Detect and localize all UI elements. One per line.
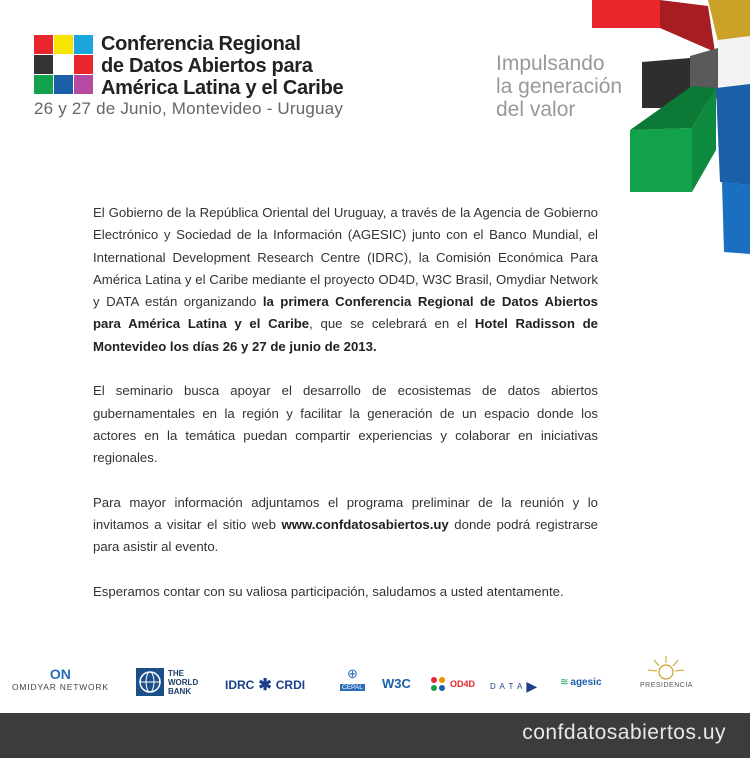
logo-square [54, 35, 73, 54]
intro-text-a: El Gobierno de la República Oriental del Uruguay, a través de la Agencia de Gobierno Electrónico y Sociedad de la Información (AGESIC) junto con el Banco Mundial, el International Development Research Centre (IDRC), la Comisión Económica Para América Latina y el Caribe mediante el proyecto OD4D, W3C Brasil, Omydiar Network y DATA están organizando [93, 205, 598, 310]
data-logo [490, 678, 537, 695]
logo-square [34, 35, 53, 54]
footer-bar [0, 713, 750, 758]
logo-square [74, 35, 93, 54]
data-arrow-icon: ▶ [526, 678, 538, 694]
od4d-text: OD4D [450, 679, 476, 689]
globe-icon [136, 668, 164, 696]
slogan-line-1: Impulsando [496, 52, 605, 75]
slogan-line-3: del valor [496, 98, 576, 121]
paragraph-seminar: El seminario busca apoyar el desarrollo de ecosistemas de datos abiertos gubernamentales en la región y facilitar la generación de un espacio donde los actores en la temática puedan compartir experiencias y colaborar en iniciativas regionales. [93, 383, 598, 466]
title-line-1: Conferencia Regional [101, 33, 301, 55]
cepal-text: CEPAL [342, 684, 363, 691]
conference-title [101, 33, 343, 99]
wb-line-2: WORLD [168, 677, 199, 687]
slogan-line-2: la generación [496, 75, 623, 98]
title-line-2: de Datos Abiertos para [101, 55, 313, 77]
decorative-blocks-graphic [590, 0, 750, 260]
presidencia-logo [640, 654, 693, 689]
w3c-text: W3C [382, 676, 411, 691]
omidyar-logo [12, 666, 109, 692]
crdi-text: CRDI [275, 678, 306, 692]
un-emblem-icon: ⊕ [346, 666, 358, 681]
logo-square [54, 55, 73, 74]
star-icon: ✱ [258, 677, 272, 694]
title-line-3: América Latina y el Caribe [101, 77, 344, 99]
wb-line-3: BANK [168, 686, 192, 696]
world-bank-logo [136, 668, 198, 696]
info-text-a: Para mayor información adjuntamos el programa preliminar de la reunión y lo invitamos a visitar el sitio web [93, 494, 598, 533]
sun-emblem-icon [646, 654, 686, 682]
idrc-text: IDRC [225, 678, 255, 692]
conference-logo [34, 35, 94, 95]
paragraph-intro [93, 202, 598, 358]
idrc-logo [225, 675, 305, 695]
logo-square [74, 55, 93, 74]
footer-url[interactable]: confdatosabiertos.uy [522, 721, 726, 744]
intro-venue-date: Hotel Radisson de Montevideo los días 26 y 27 de junio de 2013. [93, 316, 598, 354]
cepal-logo [340, 666, 365, 691]
logo-square [34, 75, 53, 94]
website-link[interactable]: www.confdatosabiertos.uy [281, 517, 449, 533]
intro-text-c: , que se celebrará en el [309, 316, 475, 332]
data-text: D A T A [490, 682, 524, 691]
paragraph-info [93, 492, 598, 559]
agesic-mark-icon: ≋ [560, 677, 569, 688]
od4d-dots-icon [428, 674, 448, 694]
od4d-logo [428, 674, 475, 694]
logo-square [74, 75, 93, 94]
presidencia-text: PRESIDENCIA [640, 682, 693, 689]
intro-conference-name: la primera Conferencia Regional de Datos Abiertos para América Latina y el Caribe [93, 294, 598, 332]
omidyar-mark: ON [49, 666, 71, 682]
info-text-c: donde podrá registrarse para asistir al evento. [93, 517, 598, 555]
sponsor-logos [0, 650, 750, 705]
letter-body [93, 202, 598, 626]
agesic-logo [560, 677, 602, 688]
wb-line-1: THE [168, 668, 184, 678]
logo-square [34, 55, 53, 74]
conference-date-location: 26 y 27 de Junio, Montevideo - Uruguay [34, 99, 344, 118]
agesic-text: agesic [570, 677, 602, 688]
logo-square [54, 75, 73, 94]
omidyar-name: OMIDYAR NETWORK [12, 682, 109, 692]
paragraph-closing: Esperamos contar con su valiosa participación, saludamos a usted atentamente. [93, 584, 564, 600]
w3c-logo [382, 676, 411, 691]
